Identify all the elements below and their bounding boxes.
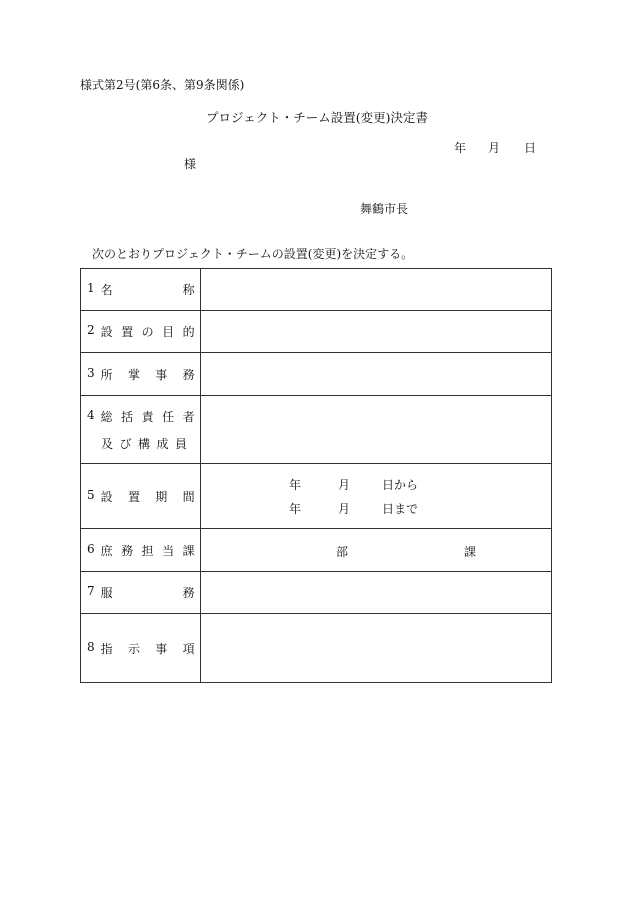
label-char: 任 (162, 409, 175, 424)
date-year-label: 年 (454, 141, 467, 155)
date-month-label: 月 (488, 141, 501, 155)
label-char: 構 (137, 436, 150, 451)
row-label-cell (81, 396, 201, 464)
row-number: 2 (87, 323, 95, 337)
label-char: 庶 (100, 543, 113, 558)
table-row (81, 353, 552, 396)
members-field[interactable] (201, 396, 552, 464)
label-char: 務 (182, 367, 195, 382)
label-char: 置 (127, 489, 140, 504)
section-field[interactable] (201, 529, 552, 572)
row-number: 3 (87, 365, 95, 380)
row-label-cell (81, 529, 201, 572)
label-char: 務 (182, 586, 195, 600)
label-char: 総 (100, 409, 113, 424)
row-number: 7 (87, 584, 95, 598)
row-label-cell (81, 269, 201, 311)
table-row (81, 529, 552, 572)
label-char: 務 (121, 543, 134, 558)
period-year-to: 年 (289, 502, 302, 516)
row-label-cell (81, 614, 201, 683)
name-field[interactable] (201, 269, 552, 311)
row-label-cell (81, 353, 201, 396)
period-month-to: 月 (338, 502, 351, 516)
row-number: 1 (87, 281, 95, 295)
duties-field[interactable] (201, 353, 552, 396)
period-day-from: 日から (382, 478, 419, 492)
label-char: 名 (100, 283, 113, 297)
label-char: 目 (162, 325, 175, 339)
label-char: 的 (182, 325, 195, 339)
label-char: 課 (182, 543, 195, 558)
period-field[interactable] (201, 464, 552, 529)
label-char: 事 (155, 367, 168, 382)
label-char: 及 (101, 436, 114, 451)
label-char: 当 (162, 543, 175, 558)
label-char: 指 (100, 641, 113, 656)
label-char: 掌 (127, 367, 140, 382)
label-char: 示 (127, 641, 140, 656)
row-number: 6 (87, 541, 95, 556)
label-char: 設 (100, 489, 113, 504)
label-char: 事 (155, 641, 168, 656)
section-label: 課 (464, 545, 477, 559)
label-char: 服 (100, 586, 113, 600)
row-number: 5 (87, 487, 95, 502)
label-char: 設 (100, 325, 113, 339)
service-field[interactable] (201, 572, 552, 614)
label-char: 者 (182, 409, 195, 424)
table-row (81, 396, 552, 464)
table-row (81, 311, 552, 353)
date-day-label: 日 (524, 141, 537, 155)
label-char: 置 (121, 325, 134, 339)
label-char: 責 (141, 409, 154, 424)
label-char: 括 (121, 409, 134, 424)
table-row (81, 572, 552, 614)
intro-text: 次のとおりプロジェクト・チームの設置(変更)を決定する。 (92, 247, 414, 261)
table-row (81, 464, 552, 529)
purpose-field[interactable] (201, 311, 552, 353)
row-label-cell (81, 464, 201, 529)
period-month-from: 月 (338, 478, 351, 492)
label-char: 員 (174, 436, 187, 451)
label-char: 間 (182, 489, 195, 504)
label-char: 所 (100, 367, 113, 382)
row-label-cell (81, 572, 201, 614)
document-title: プロジェクト・チーム設置(変更)決定書 (206, 110, 429, 125)
table-row (81, 269, 552, 311)
row-number: 4 (87, 407, 95, 422)
period-day-to: 日まで (382, 502, 419, 516)
label-char: の (141, 325, 154, 339)
decision-form-table (80, 268, 552, 683)
label-char: 項 (182, 641, 195, 656)
row-number: 8 (87, 639, 95, 654)
label-char: 成 (156, 436, 169, 451)
department-label: 部 (336, 545, 349, 559)
label-char: び (119, 436, 132, 451)
label-char: 称 (182, 283, 195, 297)
issuer-name: 舞鶴市長 (360, 202, 409, 216)
form-number: 様式第2号(第6条、第9条関係) (80, 78, 245, 92)
row-label-cell (81, 311, 201, 353)
label-char: 担 (141, 543, 154, 558)
table-row (81, 614, 552, 683)
instructions-field[interactable] (201, 614, 552, 683)
label-char: 期 (155, 489, 168, 504)
period-year-from: 年 (289, 478, 302, 492)
addressee-suffix: 様 (184, 157, 197, 171)
